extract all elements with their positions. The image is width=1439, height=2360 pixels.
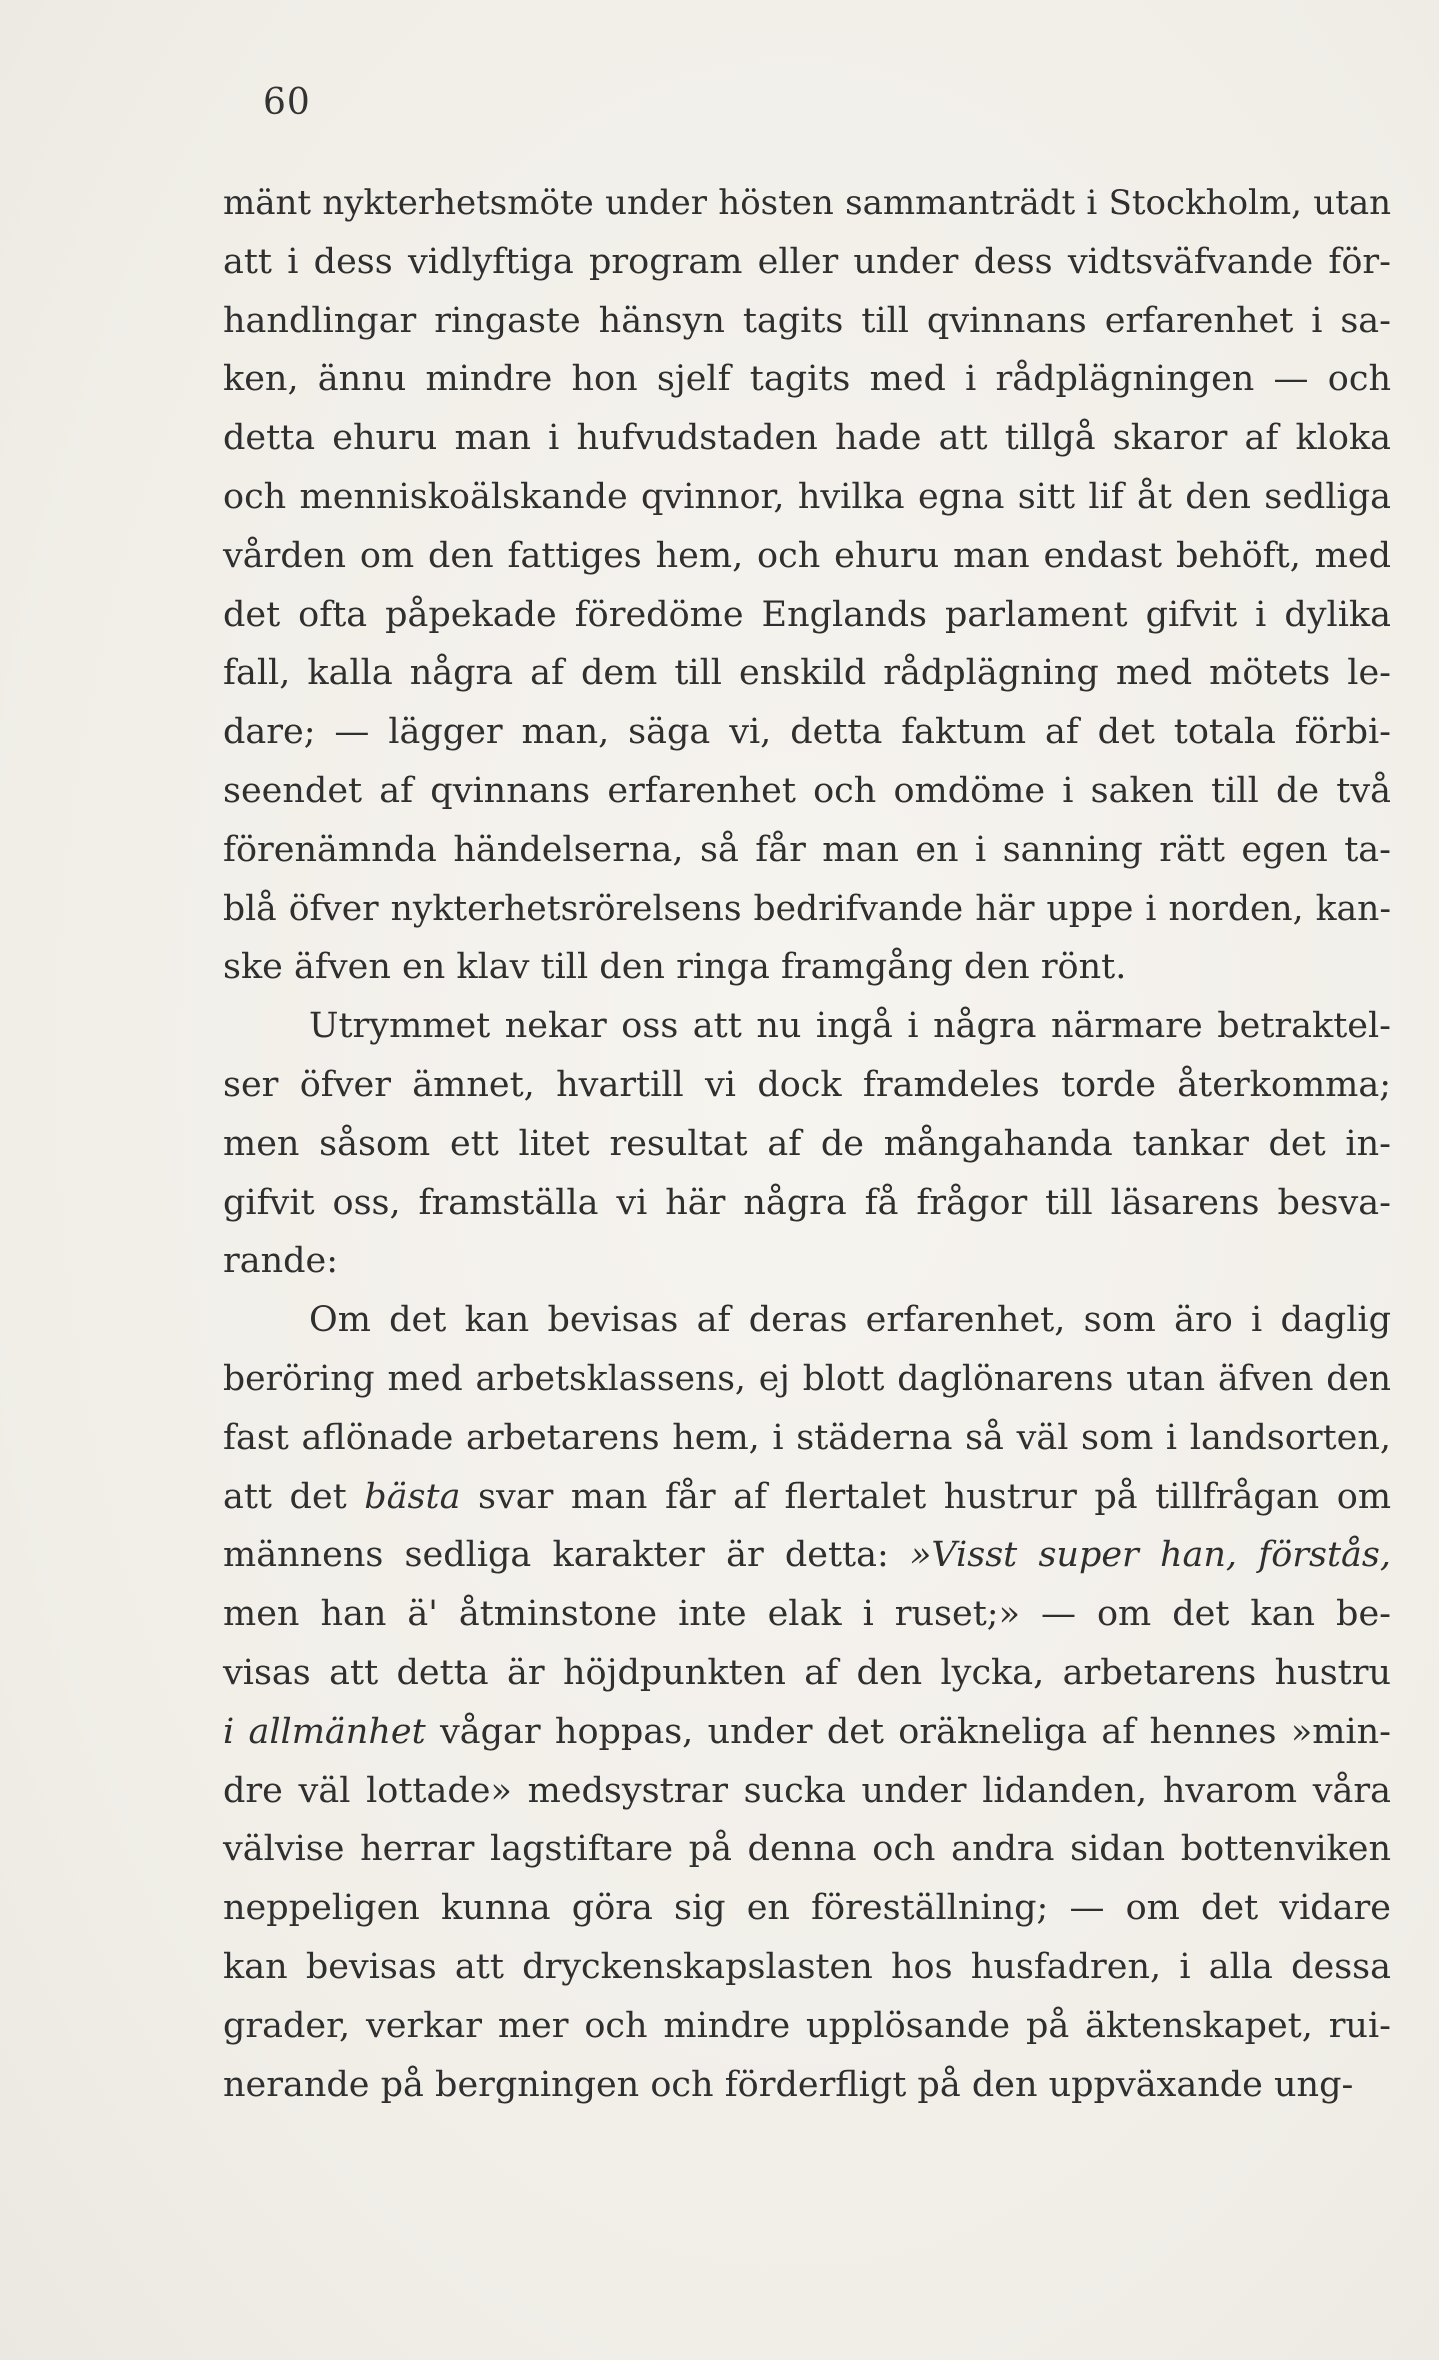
text-line: att i dess vidlyftiga program eller under dess vidtsväfvande för- [223, 241, 1391, 282]
text-line: rande: [223, 1241, 339, 1282]
text-line: fall, kalla några af dem till enskild rådplägning med mötets le- [223, 653, 1391, 694]
text-line: mänt nykterhetsmöte under hösten sammanträdt i Stockholm, utan [223, 183, 1391, 223]
italic-text: »Visst super han, förstås, [909, 1535, 1391, 1576]
text-segment: nerande på bergningen och förderfligt på den uppväxande ung- [223, 2064, 1354, 2105]
text-line: gifvit oss, framställa vi här några få frågor till läsarens besva- [223, 1182, 1391, 1223]
text-line: seendet af qvinnans erfarenhet och omdöme i saken till de två [223, 770, 1391, 811]
paragraph [223, 997, 1391, 1291]
body-text [223, 174, 1391, 2114]
text-line: ken, ännu mindre hon sjelf tagits med i rådplägningen — och [223, 359, 1391, 400]
text-line: ske äfven en klav till den ringa framgång den rönt. [223, 947, 1127, 988]
paragraph [223, 1291, 1391, 2114]
text-line [223, 1879, 1391, 1938]
text-line [223, 1350, 1391, 1409]
text-segment: dre väl lottade» medsystrar sucka under lidanden, hvarom våra [223, 1770, 1391, 1811]
italic-text: i allmänhet [223, 1711, 426, 1752]
text-segment: kan bevisas att dryckenskapslasten hos husfadren, i alla dessa [223, 1946, 1391, 1987]
text-line: det ofta påpekade föredöme Englands parlament gifvit i dylika [223, 594, 1391, 635]
text-line [223, 1762, 1391, 1821]
text-line [223, 1644, 1391, 1703]
text-segment: fast aflönade arbetarens hem, i städerna så väl som i landsorten, [223, 1417, 1391, 1458]
text-line [223, 1703, 1391, 1762]
text-line: och menniskoälskande qvinnor, hvilka egna sitt lif åt den sedliga [223, 476, 1391, 517]
text-segment: att det [223, 1476, 365, 1517]
text-segment: neppeligen kunna göra sig en föreställning; — om det vidare [223, 1888, 1391, 1929]
text-line [223, 1997, 1391, 2056]
text-line: detta ehuru man i hufvudstaden hade att tillgå skaror af kloka [223, 418, 1391, 459]
text-line: ser öfver ämnet, hvartill vi dock framdeles torde återkomma; [223, 1064, 1391, 1105]
italic-text: bästa [364, 1476, 461, 1517]
text-segment: men han ä' åtminstone inte elak i ruset;» — om det kan be- [223, 1594, 1391, 1635]
text-segment: välvise herrar lagstiftare på denna och andra sidan bottenviken [223, 1829, 1391, 1870]
text-line [223, 1820, 1391, 1879]
text-line: Utrymmet nekar oss att nu ingå i några närmare betraktel- [309, 1006, 1391, 1047]
paragraph [223, 174, 1391, 997]
text-segment: Om det kan bevisas af deras erfarenhet, som äro i daglig [309, 1300, 1391, 1341]
text-segment: svar man får af flertalet hustrur på tillfrågan om [460, 1476, 1392, 1517]
text-segment: visas att detta är höjdpunkten af den lycka, arbetarens hustru [223, 1652, 1391, 1693]
text-line: blå öfver nykterhetsrörelsens bedrifvande här uppe i norden, kan- [223, 888, 1391, 929]
text-segment: vågar hoppas, under det oräkneliga af hennes »min- [425, 1711, 1391, 1752]
text-segment: beröring med arbetsklassens, ej blott daglönarens utan äfven den [223, 1358, 1391, 1399]
text-line [223, 2056, 1391, 2115]
text-line: dare; — lägger man, säga vi, detta faktum af det totala förbi- [223, 712, 1391, 753]
text-line [223, 1938, 1391, 1997]
text-line: handlingar ringaste hänsyn tagits till qvinnans erfarenhet i sa- [223, 300, 1391, 341]
page-number: 60 [263, 82, 311, 123]
text-line: förenämnda händelserna, så får man en i sanning rätt egen ta- [223, 829, 1391, 870]
text-line [223, 1526, 1391, 1585]
text-line [223, 1585, 1391, 1644]
text-line: men såsom ett litet resultat af de mångahanda tankar det in- [223, 1123, 1391, 1164]
text-segment: grader, verkar mer och mindre upplösande på äktenskapet, rui- [223, 2005, 1391, 2046]
text-line [223, 1291, 1391, 1350]
text-segment: männens sedliga karakter är detta: [223, 1535, 910, 1576]
text-line: vården om den fattiges hem, och ehuru man endast behöft, med [223, 535, 1391, 576]
text-line [223, 1468, 1391, 1527]
text-line [223, 1409, 1391, 1468]
